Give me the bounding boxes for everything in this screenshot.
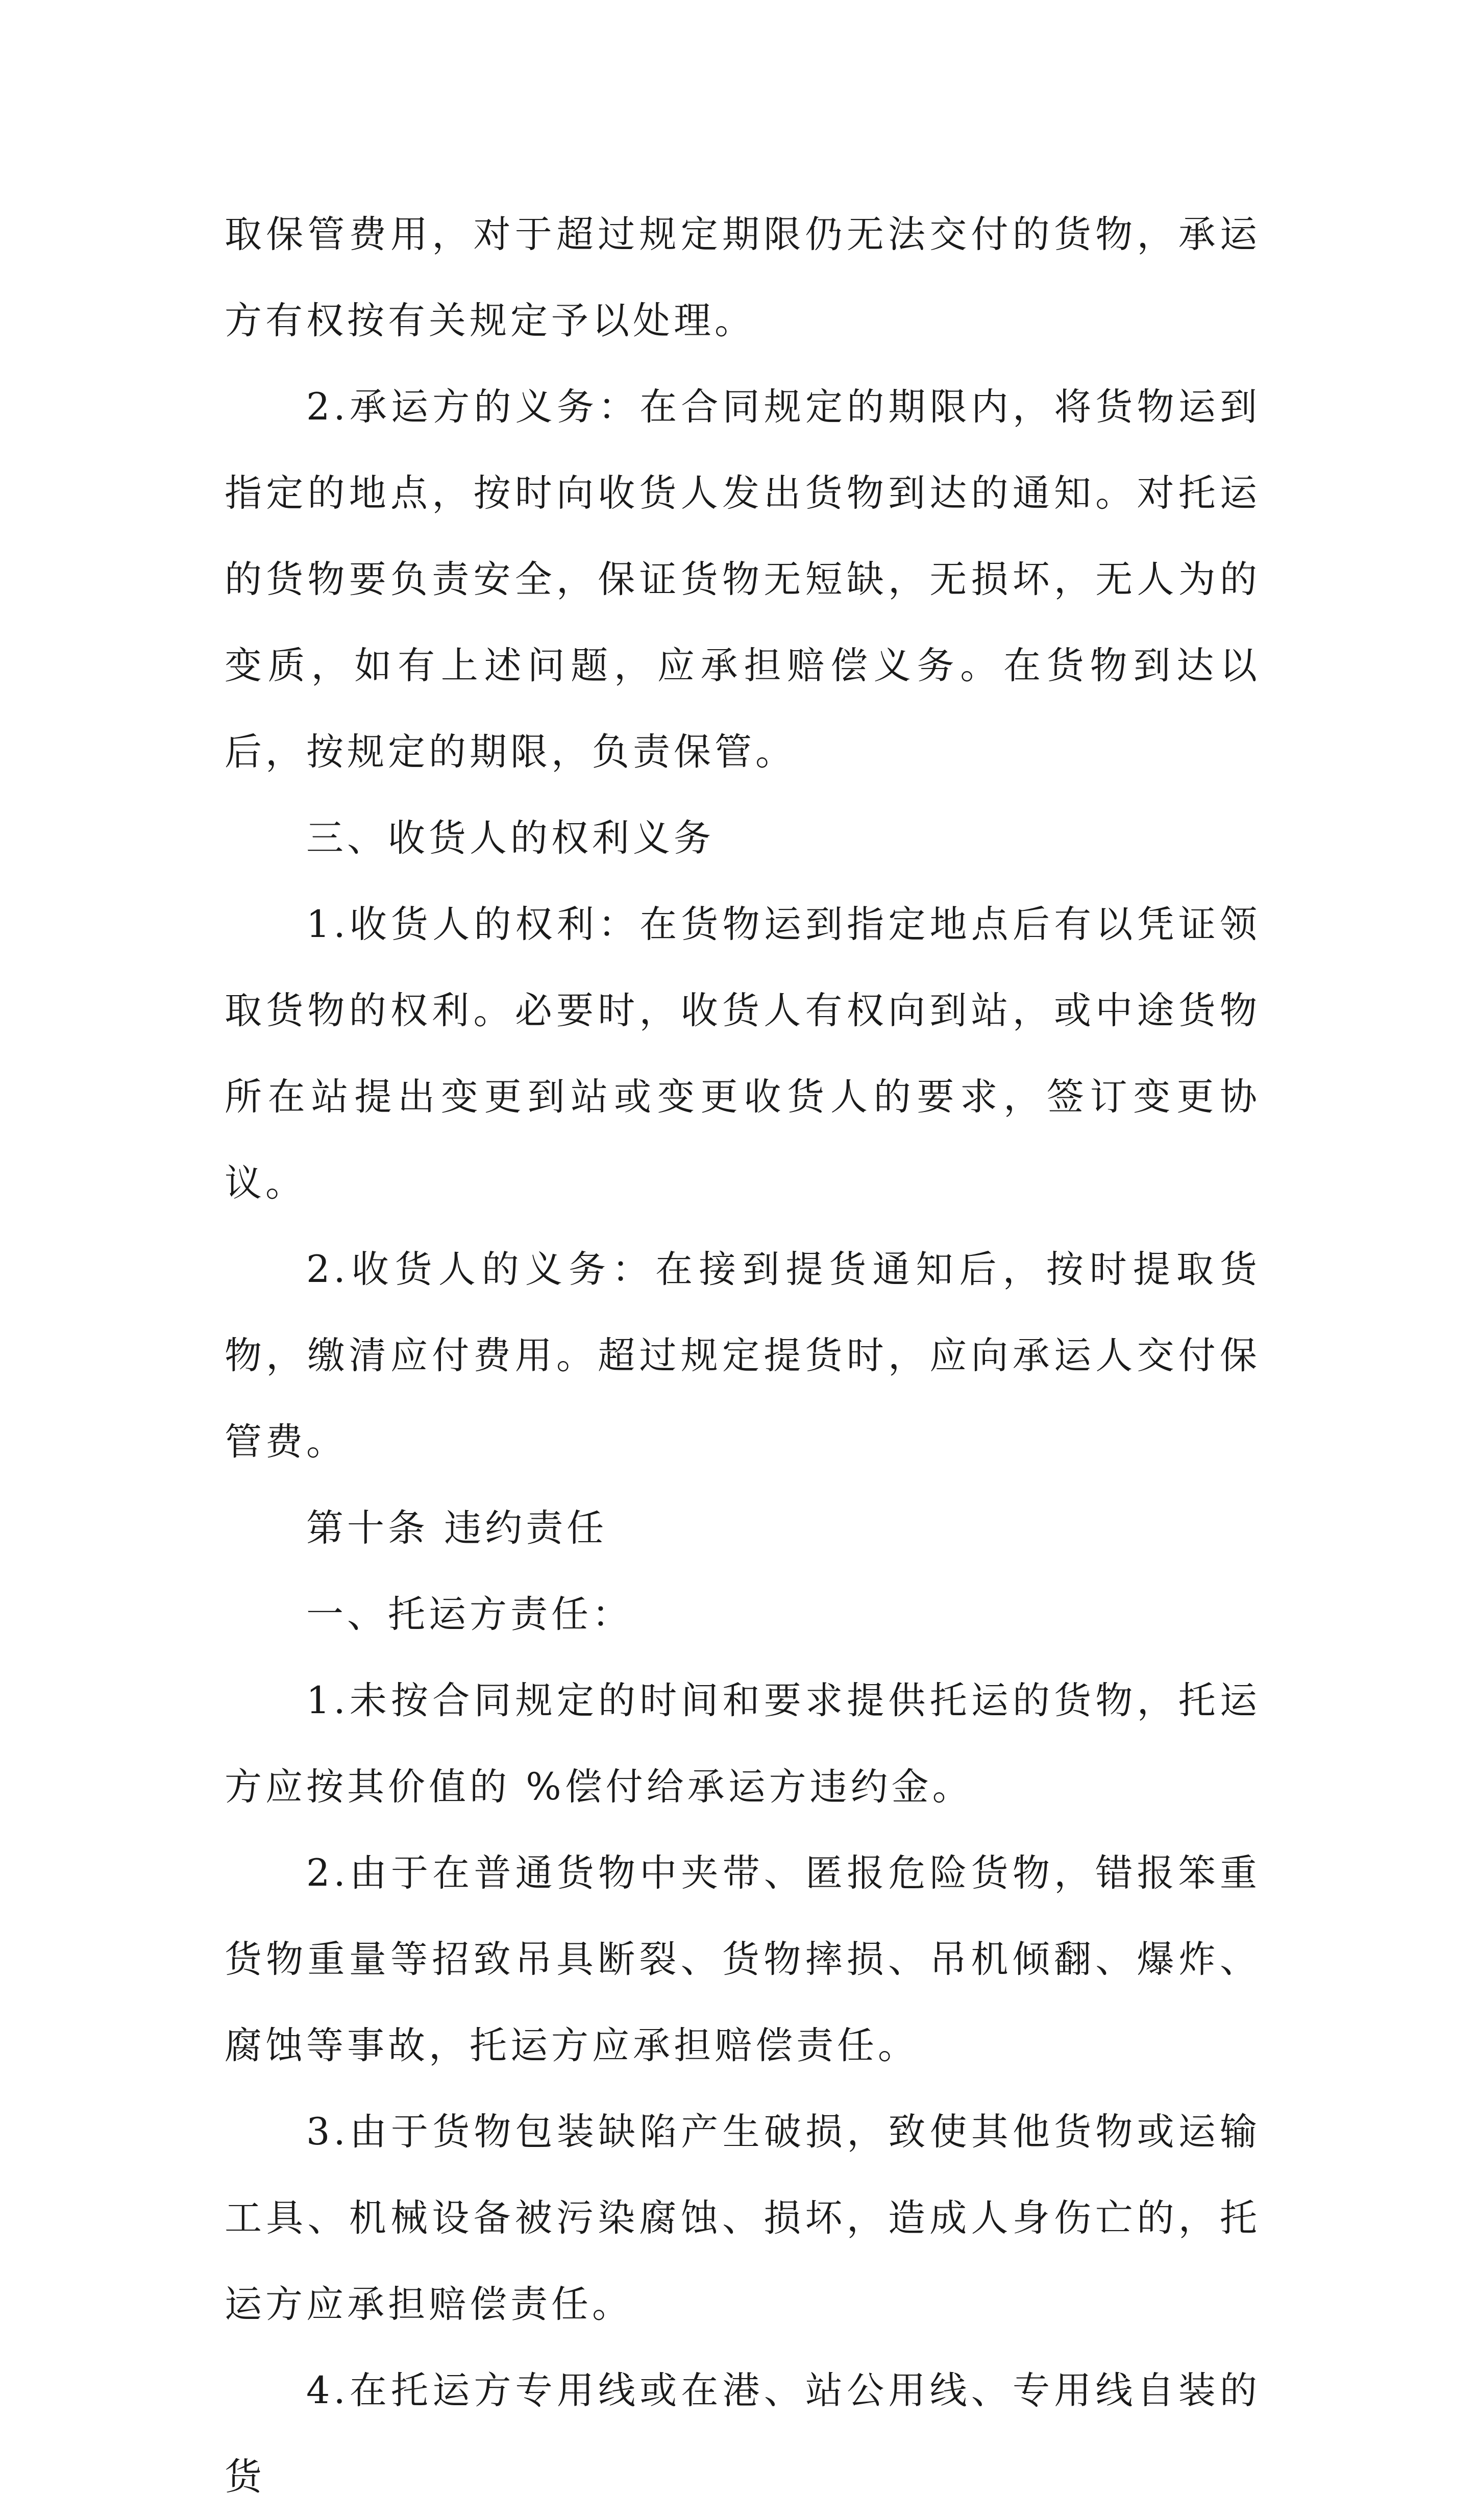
paragraph-carrier-obligations: 2.承运方的义务：在合同规定的期限内，将货物运到指定的地点，按时向收货人发出货物到达的通知。对托运的货物要负责安全，保证货物无短缺，无损坏，无人为的变质，如有上述问题，应承担赔偿义务。在货物到达以后，按规定的期限，负责保管。 [225,385,1261,774]
paragraph-liability-3: 3.由于货物包装缺陷产生破损，致使其他货物或运输工具、机械设备被污染腐蚀、损坏，造成人身伤亡的，托运方应承担赔偿责任。 [225,2110,1261,2326]
paragraph-consignee-obligations: 2.收货人的义务：在接到提货通知后，按时提取货物，缴清应付费用。超过规定提货时，应向承运人交付保管费。 [225,1248,1261,1464]
paragraph-liability-2: 2.由于在普通货物中夹带、匿报危险货物，错报笨重货物重量等招致吊具断裂、货物摔损、吊机倾翻、爆炸、腐蚀等事故，托运方应承担赔偿责任。 [225,1851,1261,2067]
paragraph-consignee-rights: 1.收货人的权利：在货物运到指定地点后有以凭证领取货物的权利。必要时，收货人有权向到站，或中途货物所在站提出变更到站或变更收货人的要求，签订变更协议。 [225,903,1261,1205]
document-body [225,191,1261,2520]
paragraph-liability-1: 1.未按合同规定的时间和要求提供托运的货物，托运方应按其价值的 %偿付给承运方违约金。 [225,1679,1261,1809]
section-heading-consignee-rights: 三、收货人的权利义务 [306,817,715,860]
paragraph-continuation: 取保管费用，对于超过规定期限仍无法交付的货物，承运方有权按有关规定予以处理。 [225,213,1261,342]
article-heading-liability: 第十条 违约责任 [306,1506,608,1550]
section-heading-shipper-liability: 一、托运方责任： [306,1593,633,1636]
paragraph-liability-4: 4.在托运方专用线或在港、站公用线、专用线自装的货 [225,2369,1261,2499]
